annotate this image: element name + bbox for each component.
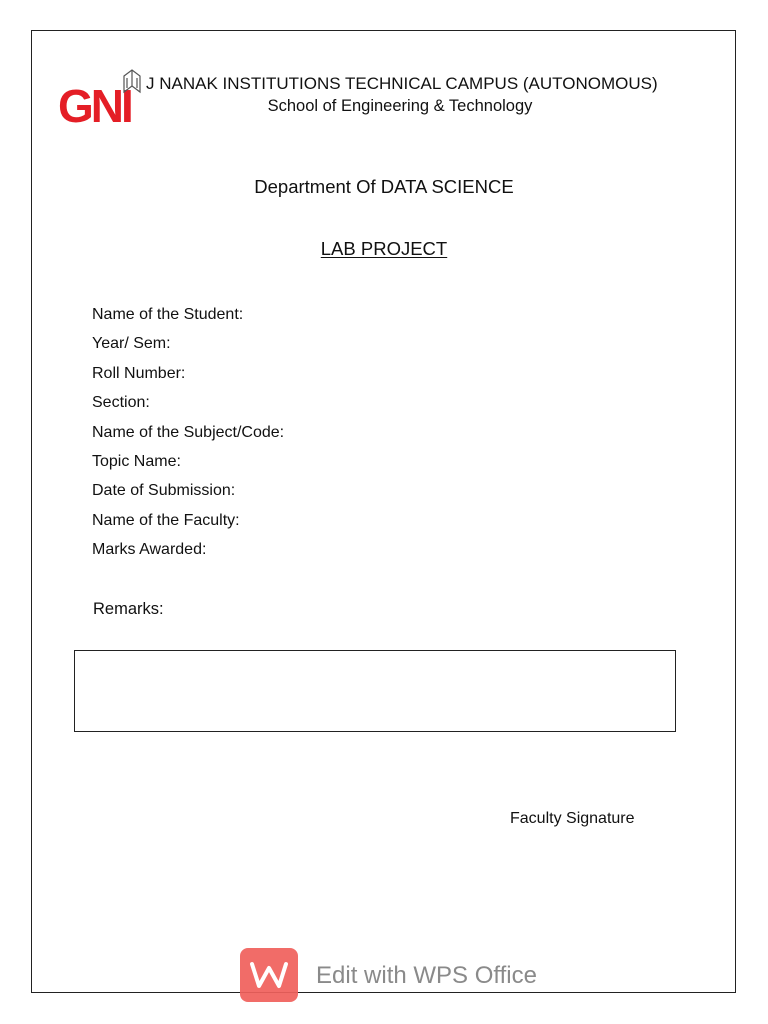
- student-details-list: [92, 304, 284, 569]
- school-name: School of Engineering & Technology: [267, 97, 533, 115]
- institution-name: J NANAK INSTITUTIONS TECHNICAL CAMPUS (AUTONOMOUS): [146, 74, 658, 93]
- wps-office-icon[interactable]: [240, 948, 298, 1002]
- field-faculty-name: Name of the Faculty:: [92, 511, 240, 529]
- field-student-name: Name of the Student:: [92, 306, 244, 323]
- field-section: Section:: [92, 394, 150, 412]
- field-marks-awarded: Marks Awarded:: [92, 541, 207, 559]
- svg-text:GNI: GNI: [58, 80, 131, 126]
- field-subject-code: Name of the Subject/Code:: [92, 423, 285, 441]
- field-year-sem: Year/ Sem:: [92, 335, 171, 353]
- field-topic-name: Topic Name:: [92, 452, 181, 470]
- remarks-label: Remarks:: [93, 600, 164, 618]
- field-roll-number: Roll Number:: [92, 364, 186, 382]
- field-date-of-submission: Date of Submission:: [92, 482, 236, 500]
- document-title: LAB PROJECT: [320, 238, 448, 259]
- department-title: Department Of DATA SCIENCE: [254, 176, 514, 197]
- remarks-box: [74, 650, 676, 732]
- wps-watermark-link[interactable]: Edit with WPS Office: [316, 962, 537, 989]
- faculty-signature-label: Faculty Signature: [510, 810, 635, 827]
